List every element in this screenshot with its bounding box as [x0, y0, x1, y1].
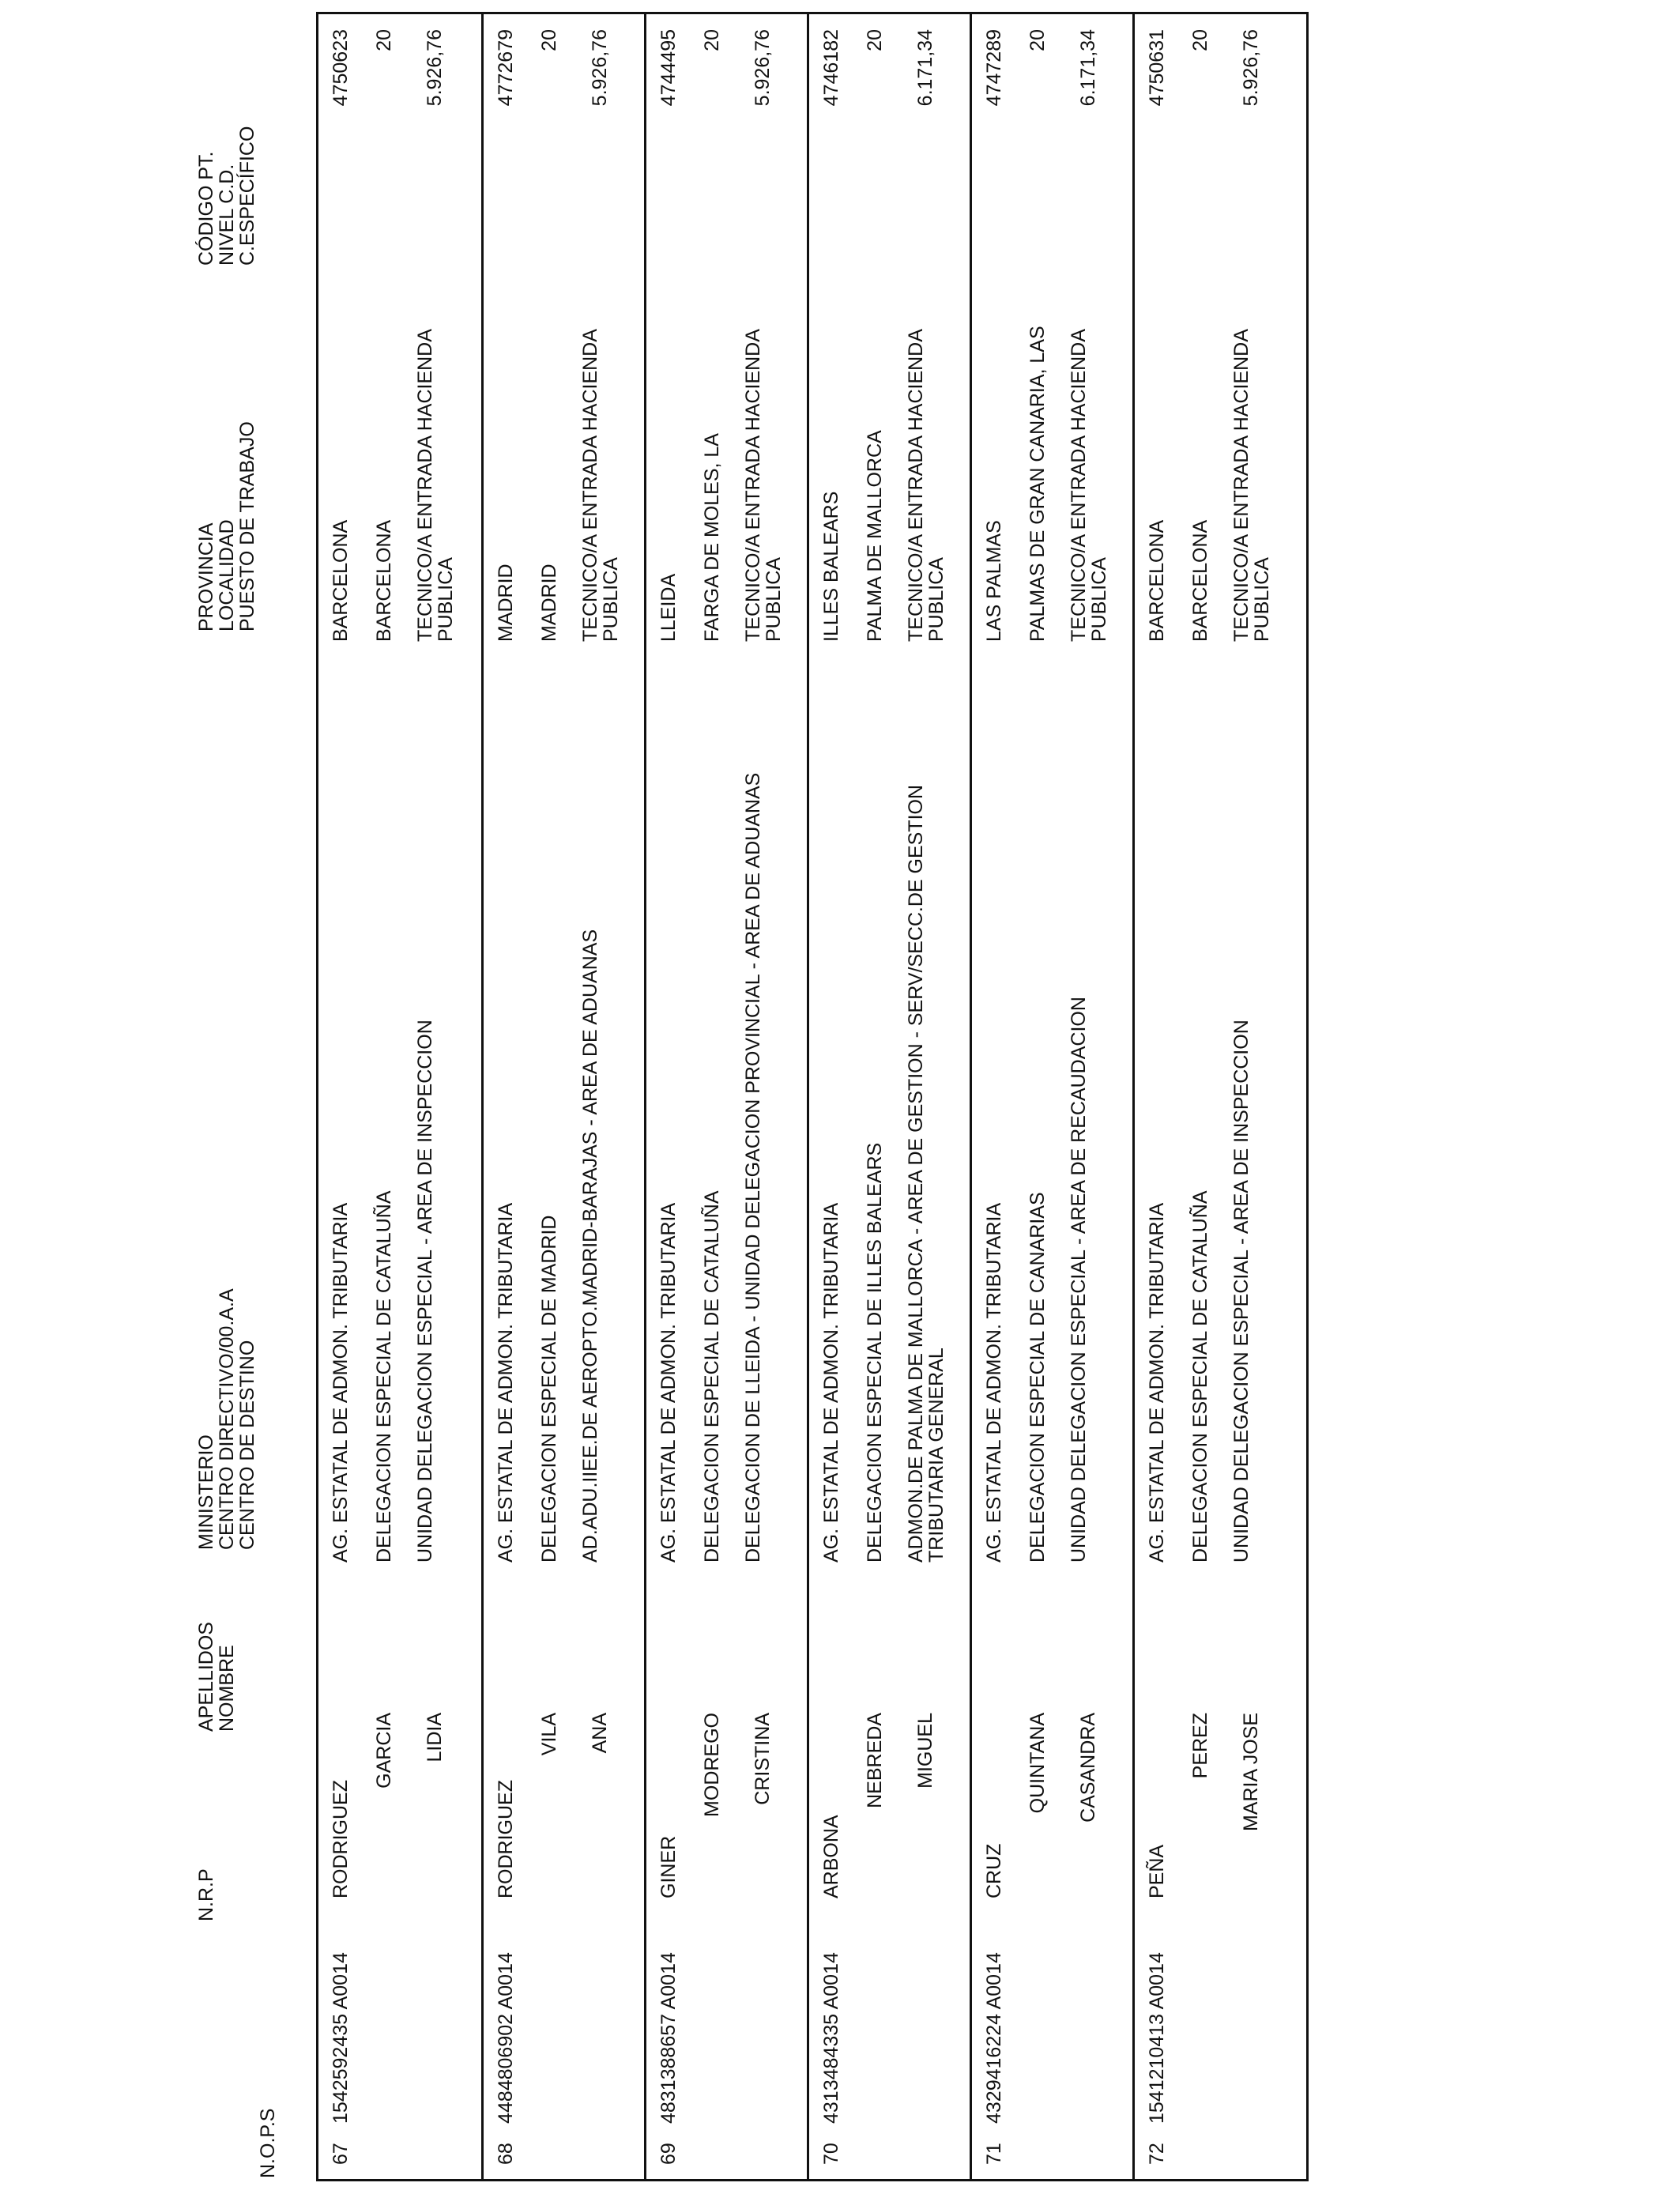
- cell-centro-destino: UNIDAD DELEGACION ESPECIAL - AREA DE INSPECCION: [414, 1020, 436, 1563]
- cell-puesto: TECNICO/A ENTRADA HACIENDA PUBLICA: [1230, 330, 1273, 642]
- cell-localidad: FARGA DE MOLES, LA: [701, 433, 723, 642]
- cell-localidad: BARCELONA: [373, 519, 395, 642]
- cell-nrp: 4831388657 A0014: [657, 1952, 680, 2124]
- cell-nivel: 20: [1026, 29, 1049, 51]
- cell-nombre: MIGUEL: [914, 1713, 936, 1789]
- cell-apellido2: VILA: [538, 1713, 560, 1756]
- cell-nivel: 20: [538, 29, 560, 51]
- cell-nombre: CRISTINA: [751, 1713, 774, 1805]
- cell-nivel: 20: [373, 29, 395, 51]
- cell-centro-directivo: DELEGACION ESPECIAL DE CATALUÑA: [373, 1190, 395, 1563]
- cell-nivel: 20: [864, 29, 886, 51]
- cell-ministerio: AG. ESTATAL DE ADMON. TRIBUTARIA: [330, 1202, 352, 1563]
- cell-codigo: 4750623: [330, 29, 352, 107]
- cell-apellido1: GINER: [657, 1835, 680, 1898]
- cell-apellido1: CRUZ: [983, 1843, 1005, 1898]
- cell-nops: 69: [657, 2143, 680, 2165]
- cell-provincia: MADRID: [495, 564, 517, 642]
- cell-centro-destino: UNIDAD DELEGACION ESPECIAL - AREA DE RECAUDACION: [1068, 997, 1090, 1563]
- cell-nombre: ANA: [589, 1713, 611, 1754]
- cell-nivel: 20: [1189, 29, 1211, 51]
- table-row: [644, 14, 807, 2179]
- cell-nops: 70: [820, 2143, 842, 2165]
- cell-codigo: 4772679: [495, 29, 517, 107]
- cell-codigo: 4750631: [1146, 29, 1168, 107]
- cell-puesto: TECNICO/A ENTRADA HACIENDA PUBLICA: [1068, 330, 1110, 642]
- cell-centro-directivo: DELEGACION ESPECIAL DE MADRID: [538, 1215, 560, 1563]
- cell-apellido2: MODREGO: [701, 1713, 723, 1817]
- cell-centro-directivo: DELEGACION ESPECIAL DE CATALUÑA: [1189, 1190, 1211, 1563]
- cell-ministerio: AG. ESTATAL DE ADMON. TRIBUTARIA: [657, 1202, 680, 1563]
- cell-ministerio: AG. ESTATAL DE ADMON. TRIBUTARIA: [1146, 1202, 1168, 1563]
- cell-centro-directivo: DELEGACION ESPECIAL DE ILLES BALEARS: [864, 1142, 886, 1563]
- cell-provincia: LAS PALMAS: [983, 520, 1005, 642]
- cell-apellido1: RODRIGUEZ: [330, 1780, 352, 1898]
- cell-especifico: 5.926,76: [589, 29, 611, 107]
- cell-puesto: TECNICO/A ENTRADA HACIENDA PUBLICA: [905, 330, 947, 642]
- table-row: [970, 14, 1132, 2179]
- cell-nombre: MARIA JOSE: [1240, 1713, 1262, 1832]
- cell-puesto: TECNICO/A ENTRADA HACIENDA PUBLICA: [579, 330, 622, 642]
- cell-centro-destino: UNIDAD DELEGACION ESPECIAL - AREA DE INSPECCION: [1230, 1020, 1252, 1563]
- cell-apellido2: PEREZ: [1189, 1713, 1211, 1779]
- cell-puesto: TECNICO/A ENTRADA HACIENDA PUBLICA: [414, 330, 457, 642]
- cell-nombre: CASANDRA: [1077, 1713, 1099, 1823]
- cell-apellido1: ARBONA: [820, 1815, 842, 1898]
- cell-nrp: 4484806902 A0014: [495, 1952, 517, 2124]
- table-row: [481, 14, 644, 2179]
- cell-especifico: 5.926,76: [751, 29, 774, 107]
- cell-nrp: 1541210413 A0014: [1146, 1952, 1168, 2124]
- cell-centro-destino: AD.ADU.IIEE.DE AEROPTO.MADRID-BARAJAS - AREA DE ADUANAS: [579, 929, 601, 1563]
- header-provincia: PROVINCIA LOCALIDAD PUESTO DE TRABAJO: [195, 421, 258, 631]
- cell-provincia: BARCELONA: [330, 519, 352, 642]
- cell-localidad: PALMAS DE GRAN CANARIA, LAS: [1026, 326, 1049, 642]
- records-table: [316, 12, 1309, 2181]
- header-apellidos-nombre: APELLIDOS NOMBRE: [195, 1622, 238, 1732]
- cell-apellido1: PEÑA: [1146, 1844, 1168, 1898]
- header-codigo: CÓDIGO PT. NIVEL C.D. C.ESPECÍFICO: [195, 126, 258, 266]
- cell-puesto: TECNICO/A ENTRADA HACIENDA PUBLICA: [742, 330, 785, 642]
- table-row: [318, 14, 481, 2179]
- table-row: [807, 14, 970, 2179]
- cell-centro-destino: ADMON.DE PALMA DE MALLORCA - AREA DE GESTION - SERV/SECC.DE GESTION TRIBUTARIA GENERAL: [905, 784, 947, 1563]
- cell-codigo: 4746182: [820, 29, 842, 107]
- cell-apellido2: GARCIA: [373, 1713, 395, 1789]
- cell-localidad: BARCELONA: [1189, 519, 1211, 642]
- cell-provincia: BARCELONA: [1146, 519, 1168, 642]
- cell-especifico: 6.171,34: [914, 29, 936, 107]
- header-ministerio: MINISTERIO CENTRO DIRECTIVO/00.A.A CENTRO DE DESTINO: [195, 1288, 258, 1550]
- cell-nops: 72: [1146, 2143, 1168, 2165]
- cell-centro-directivo: DELEGACION ESPECIAL DE CANARIAS: [1026, 1192, 1049, 1563]
- cell-localidad: PALMA DE MALLORCA: [864, 430, 886, 642]
- cell-apellido2: QUINTANA: [1026, 1713, 1049, 1814]
- cell-localidad: MADRID: [538, 564, 560, 642]
- table-row: [1132, 14, 1295, 2179]
- cell-especifico: 5.926,76: [424, 29, 446, 107]
- cell-ministerio: AG. ESTATAL DE ADMON. TRIBUTARIA: [820, 1202, 842, 1563]
- cell-nombre: LIDIA: [424, 1713, 446, 1762]
- cell-especifico: 5.926,76: [1240, 29, 1262, 107]
- header-nops: N.O.P.S: [257, 2108, 279, 2178]
- cell-apellido2: NEBREDA: [864, 1713, 886, 1808]
- cell-provincia: LLEIDA: [657, 573, 680, 642]
- cell-nops: 68: [495, 2143, 517, 2165]
- cell-centro-destino: DELEGACION DE LLEIDA - UNIDAD DELEGACION PROVINCIAL - AREA DE ADUANAS: [742, 772, 764, 1563]
- cell-nops: 71: [983, 2143, 1005, 2165]
- cell-codigo: 4744495: [657, 29, 680, 107]
- cell-provincia: ILLES BALEARS: [820, 491, 842, 642]
- header-nrp: N.R.P: [195, 1868, 217, 1921]
- cell-ministerio: AG. ESTATAL DE ADMON. TRIBUTARIA: [983, 1202, 1005, 1563]
- cell-nivel: 20: [701, 29, 723, 51]
- cell-nrp: 4329416224 A0014: [983, 1952, 1005, 2124]
- cell-centro-directivo: DELEGACION ESPECIAL DE CATALUÑA: [701, 1190, 723, 1563]
- cell-nrp: 4313484335 A0014: [820, 1952, 842, 2124]
- cell-apellido1: RODRIGUEZ: [495, 1780, 517, 1898]
- cell-especifico: 6.171,34: [1077, 29, 1099, 107]
- cell-nops: 67: [330, 2143, 352, 2165]
- cell-codigo: 4747289: [983, 29, 1005, 107]
- cell-nrp: 1542592435 A0014: [330, 1952, 352, 2124]
- cell-ministerio: AG. ESTATAL DE ADMON. TRIBUTARIA: [495, 1202, 517, 1563]
